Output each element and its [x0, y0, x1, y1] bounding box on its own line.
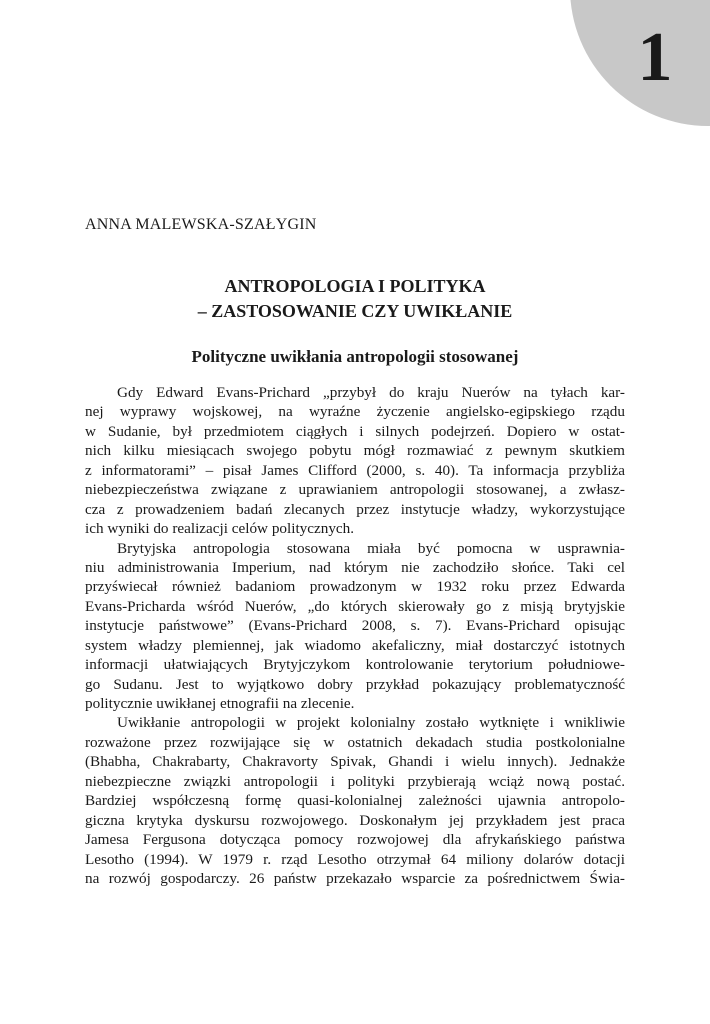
- text-line: giczna krytyka dyskursu rozwojowego. Doskonałym jej przykładem jest praca: [85, 811, 625, 829]
- text-line: Lesotho (1994). W 1979 r. rząd Lesotho otrzymał 64 miliony dolarów dotacji: [85, 850, 625, 868]
- text-line: cza z prowadzeniem badań zlecanych przez instytucje władzy, wykorzystujące: [85, 500, 625, 518]
- chapter-number: 1: [637, 19, 673, 96]
- text-line: politycznie uwikłanej etnografii na zlecenie.: [85, 695, 355, 712]
- text-line: rozważone przez rozwijające się w ostatnich dekadach studia postkolonialne: [85, 733, 625, 751]
- text-line: system władzy plemiennej, jak wiadomo akefaliczny, miał dostarczyć istotnych: [85, 636, 625, 654]
- text-line: Brytyjska antropologia stosowana miała być pomocna w usprawnia-: [117, 539, 625, 557]
- text-line: informacji ułatwiających Brytyjczykom kontrolowanie terytorium południowe-: [85, 656, 625, 674]
- text-line: na rozwój gospodarczy. 26 państw przekazało wsparcie za pośrednictwem Świa-: [85, 869, 625, 887]
- text-line: go Sudanu. Jest to wyjątkowo dobry przykład pokazujący problematyczność: [85, 675, 625, 693]
- text-line: nich kilku miesiącach swojego pobytu mógł rozmawiać z pewnym skutkiem: [85, 442, 625, 460]
- text-line: niebezpieczne związki antropologii i polityki przybierają wciąż nową postać.: [85, 772, 625, 790]
- text-line: Jamesa Fergusona dotycząca pomocy rozwojowej dla afrykańskiego państwa: [85, 831, 625, 849]
- text-line: w Sudanie, był przedmiotem ciągłych i silnych podejrzeń. Dopiero w ostat-: [85, 422, 625, 440]
- text-line: ich wyniki do realizacji celów politycznych.: [85, 520, 355, 538]
- chapter-title-line-1: ANTROPOLOGIA I POLITYKA: [224, 276, 486, 296]
- text-line: instytucje państwowe” (Evans-Prichard 2008, s. 7). Evans-Prichard opisując: [85, 617, 625, 635]
- text-line: z informatorami” – pisał James Clifford (2000, s. 40). Ta informacja przybliża: [85, 461, 625, 479]
- section-heading: Polityczne uwikłania antropologii stosowanej: [191, 347, 519, 366]
- text-line: Bardziej współczesną formę quasi-kolonialnej zależności ujawnia antropolo-: [85, 792, 625, 810]
- text-line: przyświecał również badaniom prowadzonym w 1932 roku przez Edwarda: [85, 578, 625, 596]
- text-line: Gdy Edward Evans-Prichard „przybył do kraju Nuerów na tyłach kar-: [117, 384, 625, 401]
- text-line: (Bhabha, Chakrabarty, Chakravorty Spivak, Ghandi i wielu innych). Jednakże: [85, 753, 625, 771]
- text-line: nej wyprawy wojskowej, na wyraźne życzenie angielsko-egipskiego rządu: [85, 403, 625, 421]
- author-name: ANNA MALEWSKA-SZAŁYGIN: [85, 216, 317, 233]
- text-line: Uwikłanie antropologii w projekt kolonialny zostało wytknięte i wnikliwie: [117, 714, 625, 732]
- text-line: niu administrowania Imperium, nad którym nie zachodziło słońce. Taki cel: [85, 558, 625, 576]
- text-line: niebezpieczeństwa związane z uprawianiem antropologii stosowanej, a zwłasz-: [85, 481, 625, 499]
- body-text: [85, 383, 625, 888]
- chapter-title-line-2: – ZASTOSOWANIE CZY UWIKŁANIE: [197, 301, 513, 321]
- text-line: Evans-Pricharda wśród Nuerów, „do których skierowały go z misją brytyjskie: [85, 597, 625, 615]
